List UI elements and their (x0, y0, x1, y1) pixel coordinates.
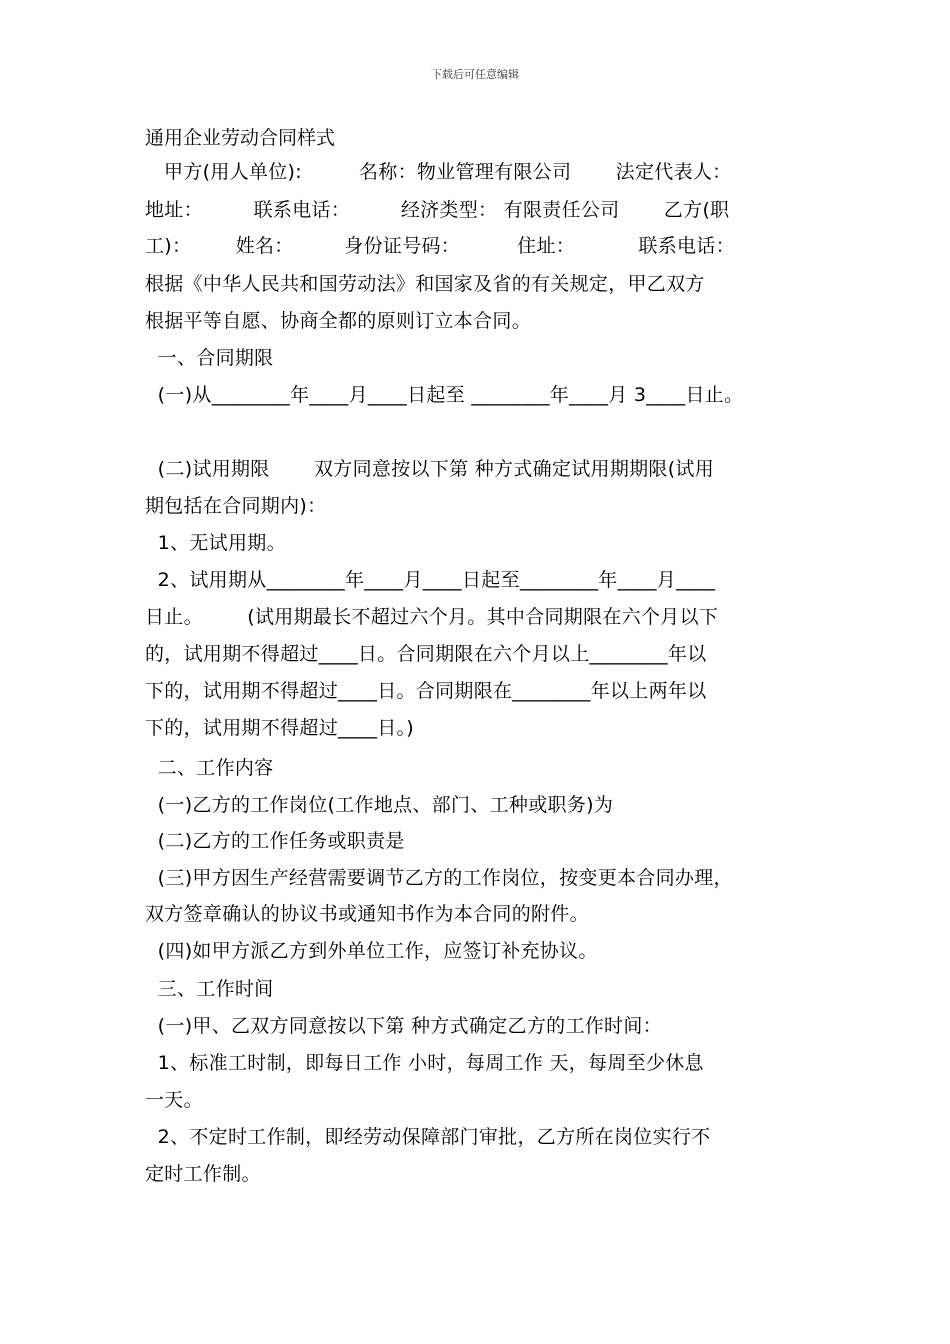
contract-line: (三)甲方因生产经营需要调节乙方的工作岗位，按变更本合同办理， (145, 867, 733, 889)
contract-line: 期包括在合同期内)： (145, 495, 327, 517)
contract-line: 工)： 姓名： 身份证号码： 住址： 联系电话： (145, 235, 735, 257)
contract-line: (一)乙方的工作岗位(工作地点、部门、工种或职务)为 (145, 794, 614, 816)
contract-line: (四)如甲方派乙方到外单位工作，应签订补充协议。 (145, 940, 598, 962)
contract-line: 双方签章确认的协议书或通知书作为本合同的附件。 (145, 903, 589, 925)
contract-line: 2、不定时工作制，即经劳动保障部门审批，乙方所在岗位实行不 (145, 1126, 711, 1148)
contract-line: (二)乙方的工作任务或职责是 (145, 830, 405, 852)
contract-line: 2、试用期从________年____月____日起至________年____月____ (145, 569, 716, 591)
contract-line: 定时工作制。 (145, 1163, 261, 1185)
contract-line: 一天。 (145, 1089, 203, 1111)
section-heading: 二、工作内容 (145, 757, 274, 779)
contract-line: 甲方(用人单位): 名称：物业管理有限公司 法定代表人： (145, 161, 732, 183)
contract-line: 1、标准工时制，即每日工作 小时，每周工作 天，每周至少休息 (145, 1052, 704, 1074)
section-heading: 一、合同期限 (145, 347, 274, 369)
contract-line: 下的，试用期不得超过____日。) (145, 717, 415, 739)
document-title: 通用企业劳动合同样式 (145, 127, 336, 149)
contract-line: (一)甲、乙双方同意按以下第 种方式确定乙方的工作时间： (145, 1015, 662, 1037)
contract-line: 下的，试用期不得超过____日。合同期限在________年以上两年以 (145, 680, 707, 702)
contract-line: (一)从________年____月____日起至 ________年____月 3____日止。 (145, 384, 744, 406)
contract-line: 的，试用期不得超过____日。合同期限在六个月以上________年以 (145, 643, 707, 665)
contract-line: 根据平等自愿、协商全都的原则订立本合同。 (145, 310, 532, 332)
document-header-note: 下载后可任意编辑 (431, 68, 519, 81)
section-heading: 三、工作时间 (145, 978, 274, 1000)
contract-line: 根据《中华人民共和国劳动法》和国家及省的有关规定，甲乙双方 (145, 273, 705, 295)
contract-line: 日止。 (试用期最长不超过六个月。其中合同期限在六个月以下 (145, 606, 719, 628)
contract-line: 地址： 联系电话： 经济类型： 有限责任公司 乙方(职 (145, 199, 730, 221)
contract-line: 1、无试用期。 (145, 532, 286, 554)
contract-line: (二)试用期限 双方同意按以下第 种方式确定试用期期限(试用 (145, 458, 715, 480)
